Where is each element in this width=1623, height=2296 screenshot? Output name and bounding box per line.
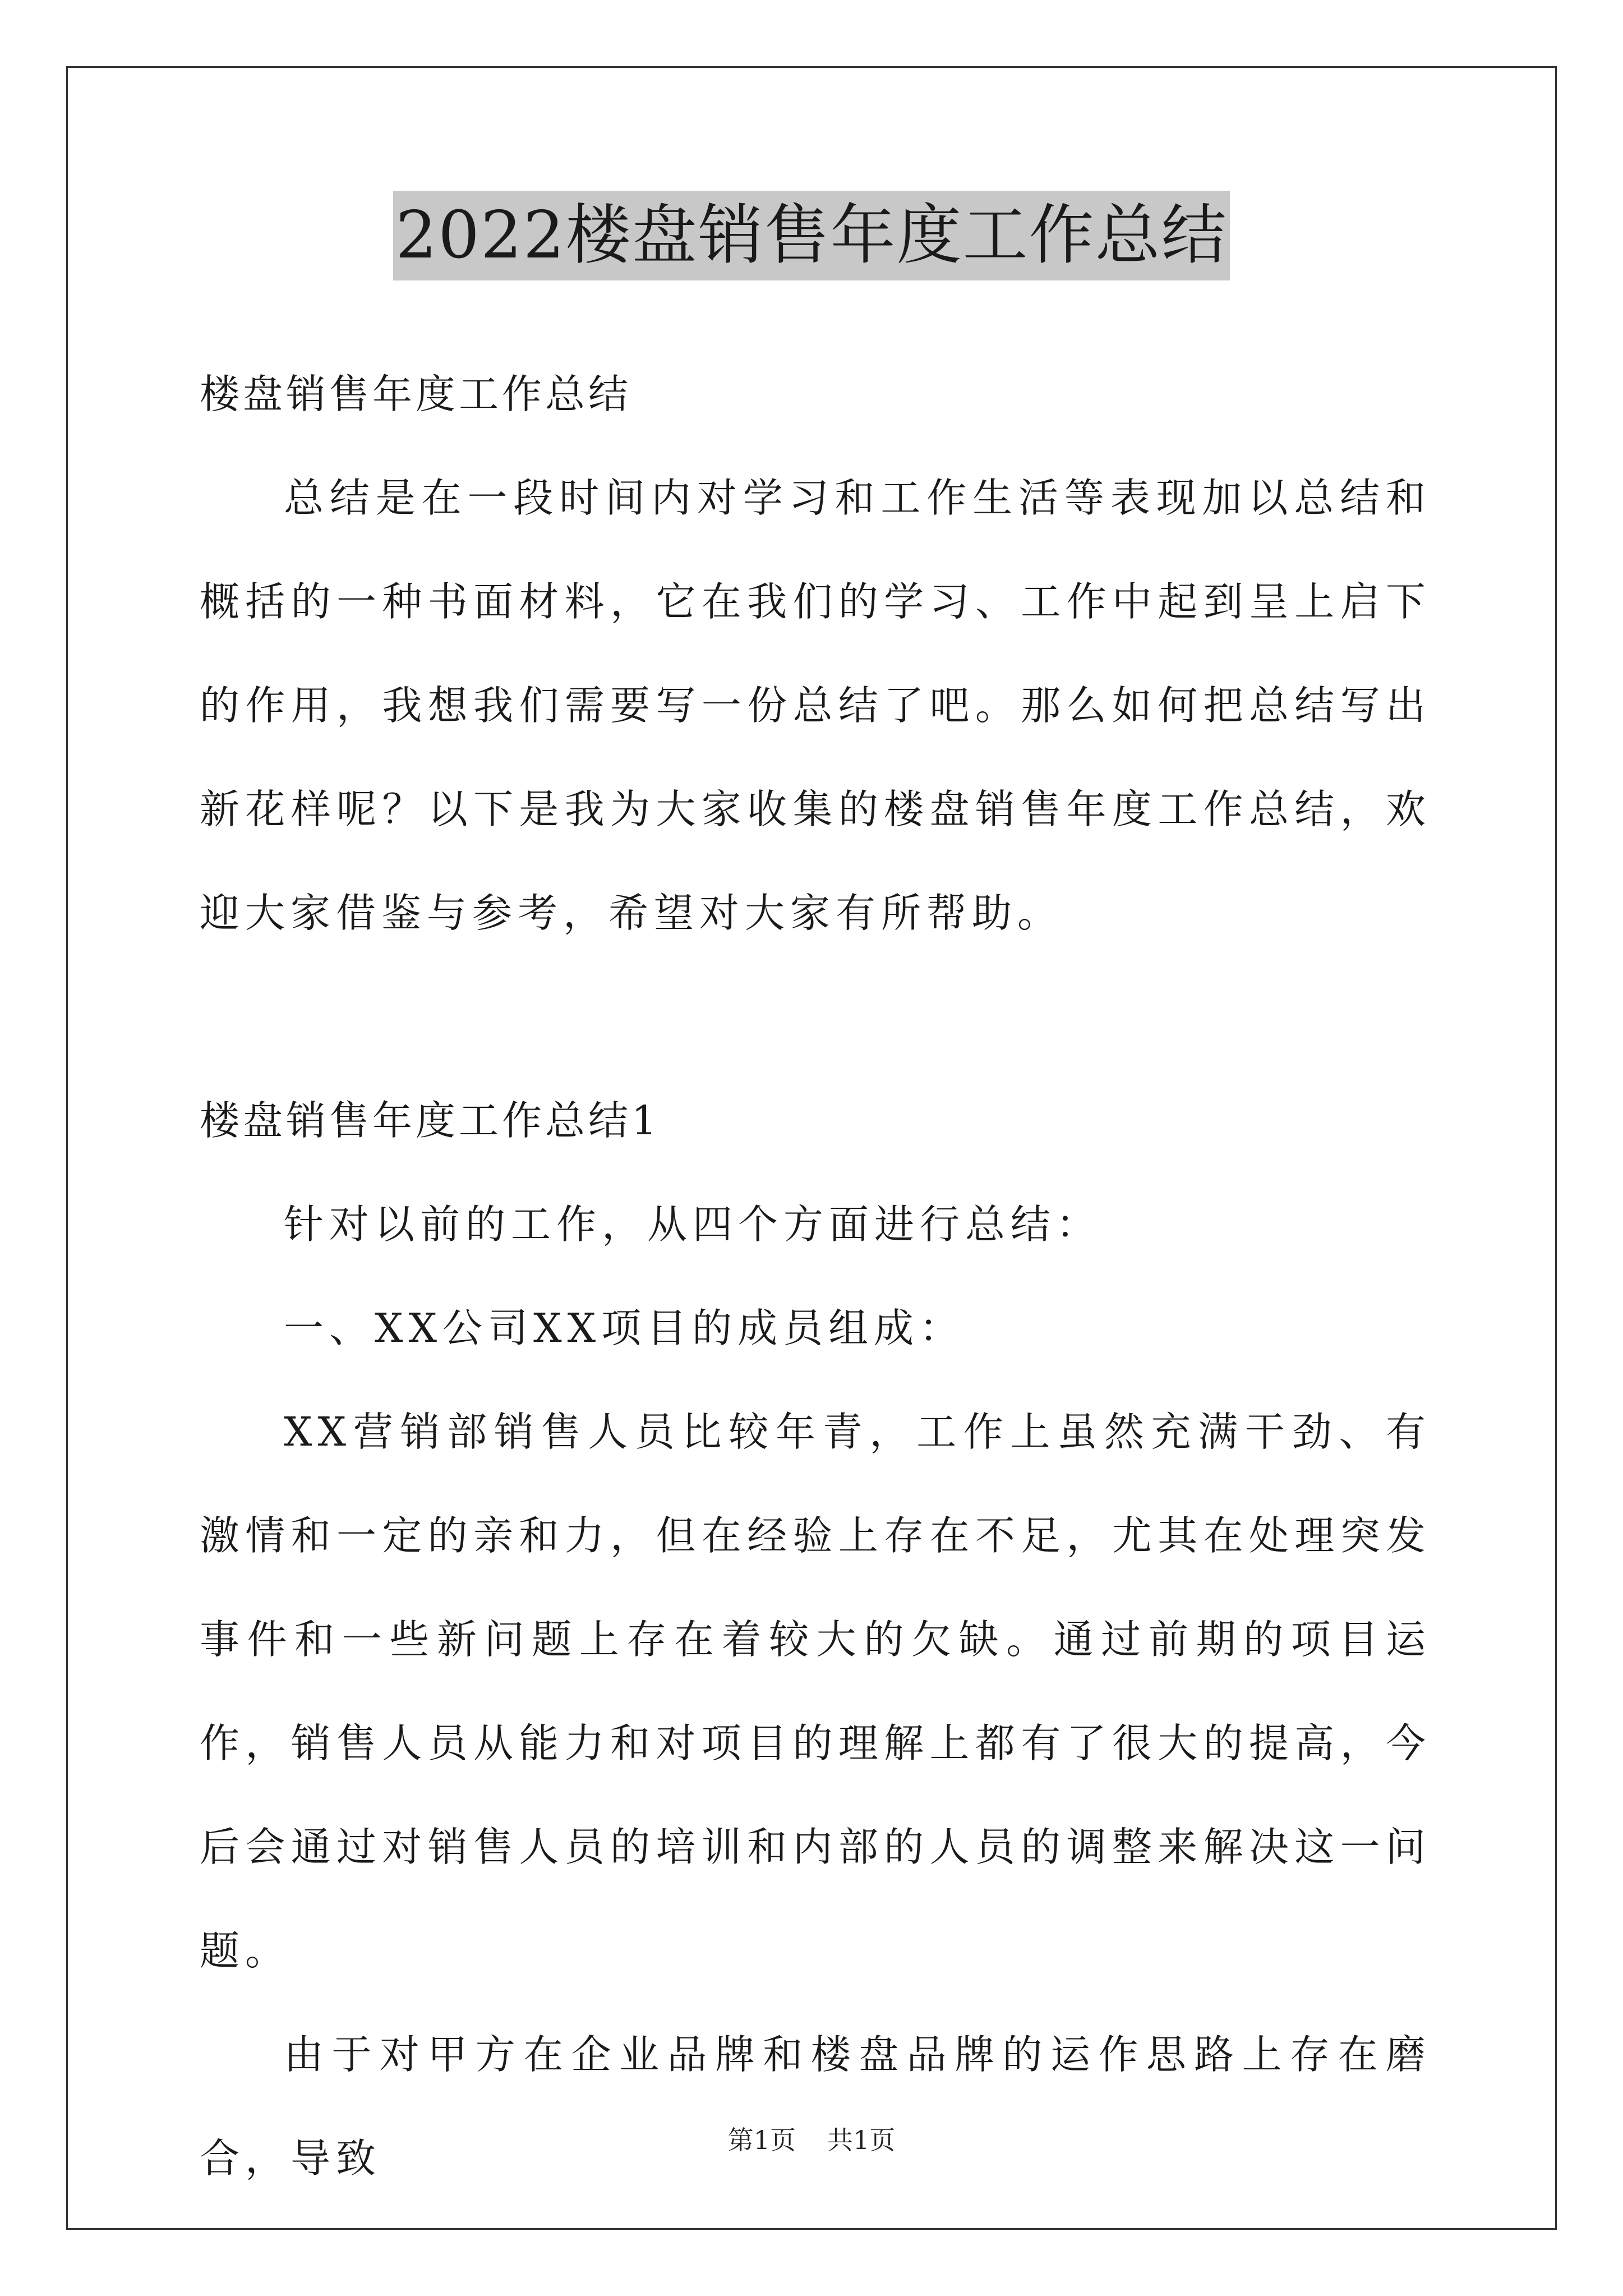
section-heading: 楼盘销售年度工作总结 [200, 371, 632, 417]
body-paragraph: 针对以前的工作，从四个方面进行总结： [284, 1201, 1102, 1248]
document-body [200, 342, 1431, 2210]
document-title: 2022楼盘销售年度工作总结 [393, 191, 1229, 280]
title-container [0, 191, 1623, 280]
intro-paragraph: 总结是在一段时间内对学习和工作生活等表现加以总结和概括的一种书面材料，它在我们的学习、工作中起到呈上启下的作用，我想我们需要写一份总结了吧。那么如何把总结写出新花样呢？以下是我为大家收集的楼盘销售年度工作总结，欢迎大家借鉴与参考，希望对大家有所帮助。 [200, 475, 1431, 936]
subsection-heading: 一、XX公司XX项目的成员组成： [284, 1305, 965, 1351]
section-heading: 楼盘销售年度工作总结1 [200, 1097, 661, 1144]
page-total: 共1页 [827, 2125, 896, 2155]
page-footer [0, 2123, 1623, 2157]
page-number: 第1页 [727, 2125, 796, 2155]
body-paragraph: 由于对甲方在企业品牌和楼盘品牌的运作思路上存在磨合，导致 [200, 2031, 1431, 2182]
paragraph-spacer [200, 965, 1431, 1069]
body-paragraph: XX营销部销售人员比较年青，工作上虽然充满干劲、有激情和一定的亲和力，但在经验上存在不足，尤其在处理突发事件和一些新问题上存在着较大的欠缺。通过前期的项目运作，销售人员从能力和对项目的理解上都有了很大的提高，今后会通过对销售人员的培训和内部的人员的调整来解决这一问题。 [200, 1409, 1431, 1974]
